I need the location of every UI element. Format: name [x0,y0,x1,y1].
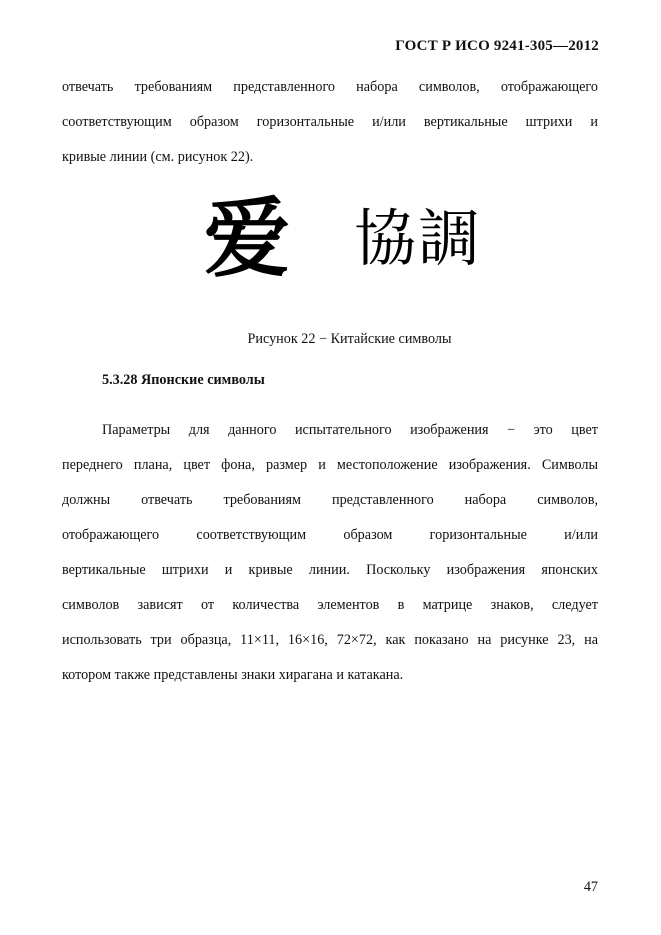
page-number: 47 [583,879,598,895]
figure-22-caption: Рисунок 22 − Китайские символы [247,331,452,347]
paragraph-line: отвечать требованиям представленного набора символов, отображающего [62,79,598,95]
paragraph-line: использовать три образца, 11×11, 16×16, 72×72, как показано на рисунке 23, на [62,632,598,648]
paragraph-line: кривые линии (см. рисунок 22). [62,149,254,165]
paragraph-line: котором также представлены знаки хирагана и катакана. [62,667,404,683]
paragraph-line: отображающего соответствующим образом горизонтальные и/или [62,527,598,543]
document-header-standard-code: ГОСТ Р ИСО 9241-305—2012 [395,38,599,54]
section-title-japanese-symbols: 5.3.28 Японские символы [102,372,265,388]
paragraph-line: переднего плана, цвет фона, размер и местоположение изображения. Символы [62,457,598,473]
figure-22-chinese-characters [200,189,490,296]
paragraph-line: должны отвечать требованиям представленного набора символов, [62,492,598,508]
paragraph-line: символов зависят от количества элементов в матрице знаков, следует [62,597,598,613]
paragraph-requirements-continuation [62,70,598,175]
chinese-glyph-xie: 協 [354,202,417,275]
paragraph-line: Параметры для данного испытательного изображения − это цвет [102,422,598,438]
chinese-glyph-ai: 爱 [204,189,290,289]
chinese-glyph-diao: 調 [418,202,481,275]
paragraph-line: вертикальные штрихи и кривые линии. Поскольку изображения японских [62,562,598,578]
paragraph-japanese-symbols [62,413,598,693]
paragraph-line: соответствующим образом горизонтальные и/или вертикальные штрихи и [62,114,598,130]
